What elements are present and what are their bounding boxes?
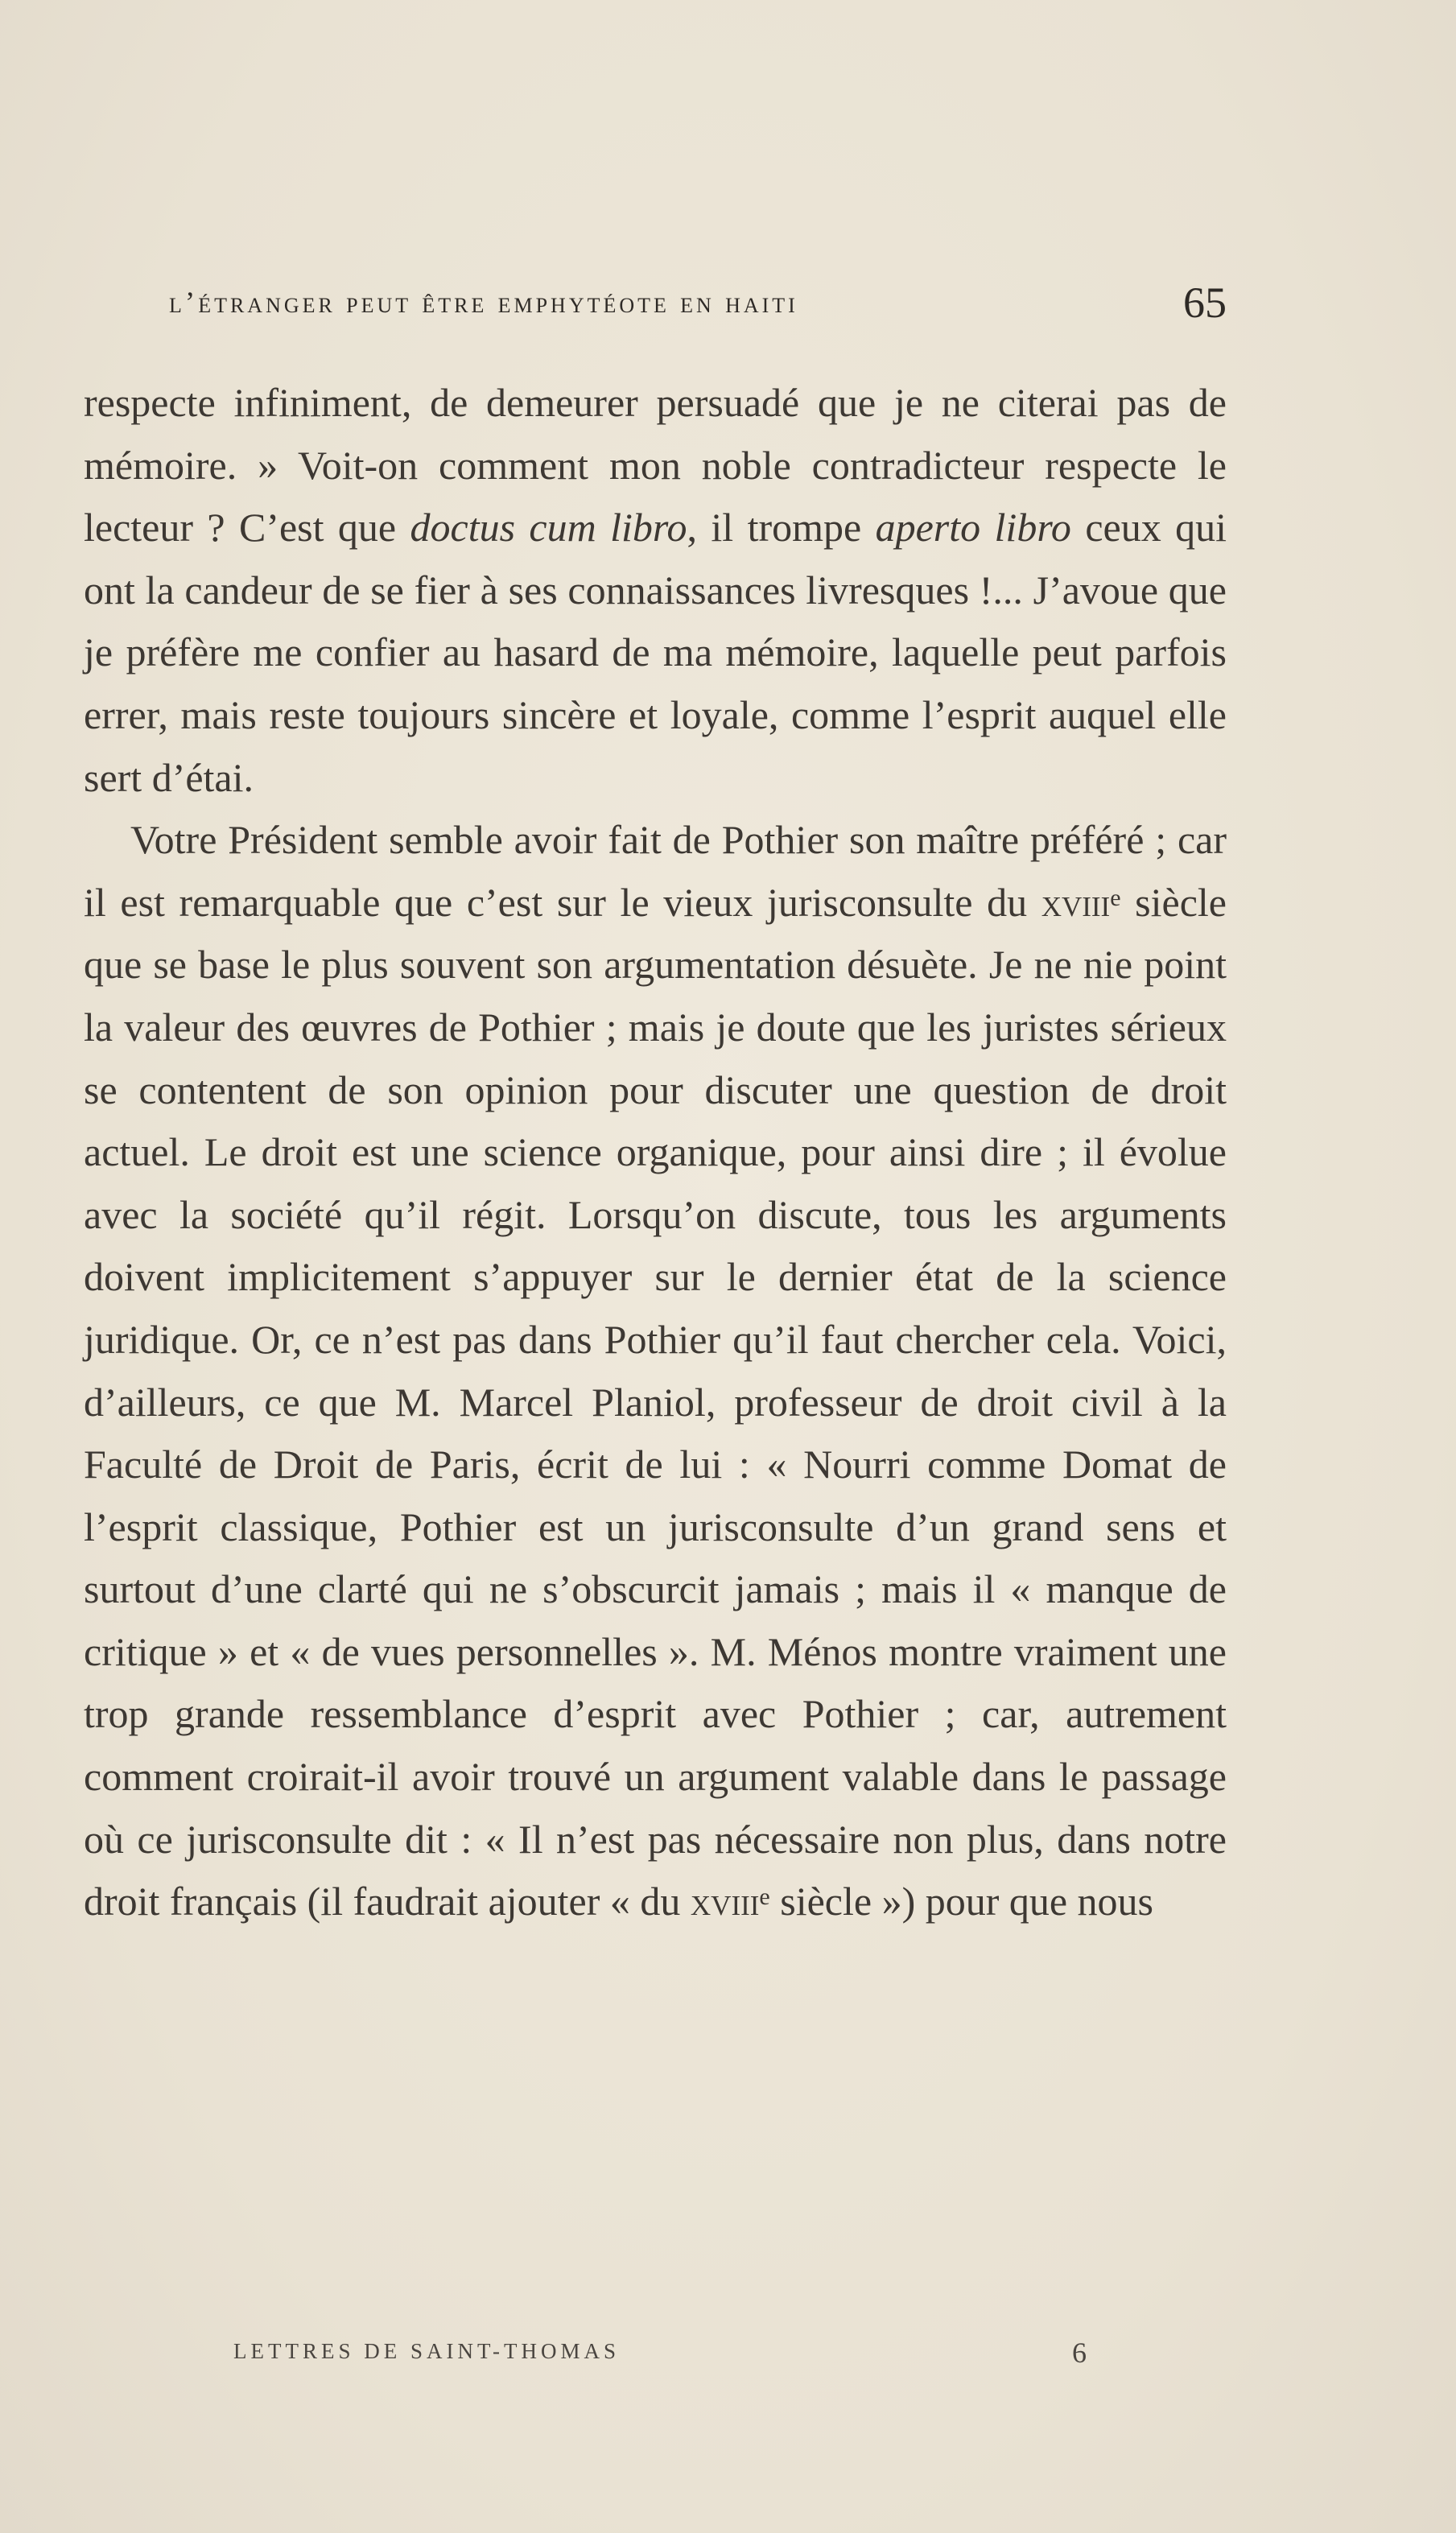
latin-phrase-aperto-libro: aperto libro	[875, 505, 1071, 551]
century-numeral: xviii	[1041, 879, 1111, 925]
century-superscript-2: e	[759, 1883, 770, 1911]
paragraph-2-text-a: Votre Président semble avoir fait de Pothier son maître préféré ; car il est remarquable que c’est sur le vieux jurisconsulte du	[84, 817, 1227, 925]
century-numeral-2: xviii	[690, 1879, 760, 1925]
page-header	[169, 278, 1227, 334]
paragraph-1-text-a: respecte infiniment, de demeurer persuadé que je ne citerai pas de mémoire. » Voit-on comment mon noble contradicteur respecte le lecteur ? C’est que	[84, 380, 1227, 551]
page-number: 65	[1183, 278, 1227, 327]
century-superscript: e	[1110, 884, 1121, 911]
latin-phrase-doctus-cum-libro: doctus cum libro	[410, 505, 687, 551]
paragraph-1	[84, 372, 1227, 809]
page-footer	[233, 2339, 1087, 2371]
signature-number: 6	[1072, 2337, 1087, 2369]
signature-label: LETTRES DE SAINT-THOMAS	[233, 2339, 621, 2363]
paragraph-1-text-c: ceux qui ont la candeur de se fier à ses connaissances livresques !... J’avoue que je préfère me confier au hasard de ma mémoire, laquelle peut parfois errer, mais reste toujours sincère et loyale, comme l’esprit auquel elle sert d’étai.	[84, 505, 1227, 800]
paragraph-2	[84, 809, 1227, 1933]
paragraph-1-text-b: , il trompe	[687, 505, 876, 551]
running-title: l’étranger peut être emphytéote en haiti	[169, 287, 798, 320]
paragraph-2-text-b: siècle que se base le plus souvent son argumentation désuète. Je ne nie point la valeur des œuvres de Pothier ; mais je doute que les juristes sérieux se contentent de son opinion pour discuter une question de droit actuel. Le droit est une science organique, pour ainsi dire ; il évolue avec la société qu’il régit. Lorsqu’on discute, tous les arguments doivent implicitement s’appuyer sur le dernier état de la science juridique. Or, ce n’est pas dans Pothier qu’il faut chercher cela. Voici, d’ailleurs, ce que M. Marcel Planiol, professeur de droit civil à la Faculté de Droit de Paris, écrit de lui : « Nourri comme Domat de l’esprit classique, Pothier est un jurisconsulte d’un grand sens et surtout d’une clarté qui ne s’obscurcit jamais ; mais il « manque de critique » et « de vues personnelles ». M. Ménos montre vraiment une trop grande ressemblance d’esprit avec Pothier ; car, autrement comment croirait-il avoir trouvé un argument valable dans le passage où ce jurisconsulte dit : « Il n’est pas nécessaire non plus, dans notre droit français (il faudrait ajouter « du	[84, 879, 1227, 1925]
body-text	[84, 372, 1227, 1933]
paragraph-2-text-c: siècle ») pour que nous	[769, 1879, 1154, 1925]
